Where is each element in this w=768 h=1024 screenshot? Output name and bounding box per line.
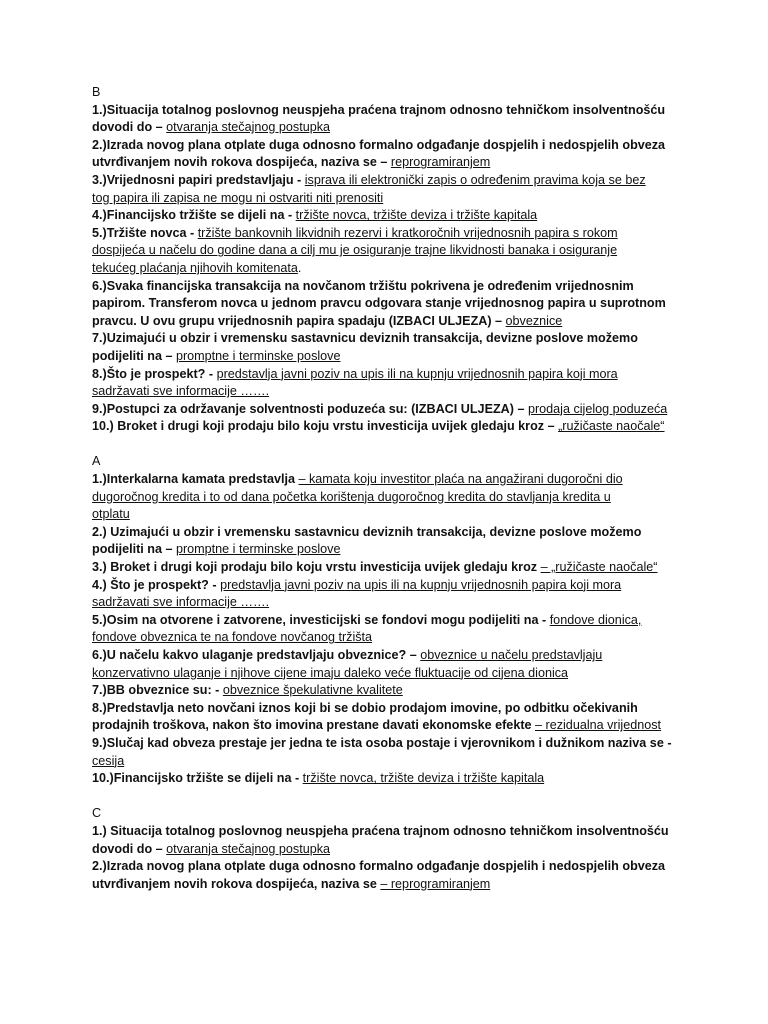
answer-text: konzervativno ulaganje i njihove cijene imaju daleko veće fluktuacije od cijena dionica [92, 665, 569, 680]
question-text: 9.)Slučaj kad obveza prestaje jer jedna te ista osoba postaje i vjerovnikom i dužnikom naziva se - [92, 735, 672, 750]
answer-text: dugoročnog kredita i to od dana početka korištenja dugoročnog kredita do stavljanja kredita u [92, 489, 611, 504]
question-b6 [92, 278, 682, 331]
section-label: C [92, 806, 102, 821]
question-text: 1.)Interkalarna kamata predstavlja [92, 472, 299, 487]
answer-text: prodaja cijelog poduzeća [527, 401, 668, 416]
question-a2 [92, 524, 682, 559]
answer-text: dospijeća u načelu do godine dana a cilj mu je osiguranje trajne likvidnosti banaka i osiguranje [92, 243, 618, 258]
question-b10 [92, 418, 682, 436]
answer-text: sadržavati sve informacije ……. [92, 384, 270, 399]
punctuation: . [297, 260, 302, 275]
answer-text: fondove obveznica te na fondove novčanog tržišta [92, 630, 373, 645]
question-b1 [92, 102, 682, 137]
question-a9 [92, 735, 682, 770]
section-gap [92, 788, 682, 806]
answer-text: obveznice [505, 313, 563, 328]
question-text: 7.)BB obveznice su: - [92, 683, 223, 698]
section-b [92, 84, 682, 436]
answer-text: tržište novca, tržište deviza i tržište kapitala [295, 208, 538, 223]
question-text: podijeliti na – [92, 542, 176, 557]
question-text: 3.)Vrijednosni papiri predstavljaju - [92, 172, 305, 187]
question-text: 8.)Predstavlja neto novčani iznos koji bi se dobio prodajom imovine, po odbitku očekivanih [92, 700, 638, 715]
question-text: 4.) Što je prospekt? - [92, 577, 221, 592]
question-b7 [92, 330, 682, 365]
question-text: 3.) Broket i drugi koji prodaju bilo koju vrstu investicija uvijek gledaju kroz [92, 560, 541, 575]
question-text: papirom. Transferom novca u jednom pravcu odgovara stanje vrijednosnog papira u suprotnom [92, 296, 666, 311]
document-page [92, 84, 682, 893]
answer-text: obveznice u načelu predstavljaju [420, 648, 603, 662]
answer-text: obveznice špekulativne kvalitete [222, 683, 403, 698]
question-b5 [92, 225, 682, 278]
question-b4 [92, 207, 682, 225]
question-text: 2.)Izrada novog plana otplate duga odnosno formalno odgađanje dospjelih i nedospjelih obveza [92, 137, 666, 152]
question-text: utvrđivanjem novih rokova dospijeća, naziva se [92, 876, 381, 891]
question-text: 10.) Broket i drugi koji prodaju bilo koju vrstu investicija uvijek gledaju kroz – [92, 419, 559, 434]
question-b2 [92, 137, 682, 172]
answer-text: promptne i terminske poslove [175, 348, 341, 363]
answer-text: reprogramiranjem [390, 155, 491, 170]
question-b9 [92, 401, 682, 419]
question-a3 [92, 559, 682, 577]
question-a6 [92, 647, 682, 682]
answer-text: cesija [92, 753, 125, 768]
answer-text: sadržavati sve informacije ……. [92, 595, 270, 610]
section-a [92, 453, 682, 787]
answer-text: tržište bankovnih likvidnih rezervi i kratkoročnih vrijednosnih papira s rokom [197, 225, 618, 240]
question-text: 2.)Izrada novog plana otplate duga odnosno formalno odgađanje dospjelih i nedospjelih obveza [92, 859, 666, 874]
section-c [92, 805, 682, 893]
answer-text: otvaranja stečajnog postupka [166, 120, 331, 135]
question-text: dovodi do – [92, 120, 167, 135]
question-text: 10.)Financijsko tržište se dijeli na - [92, 771, 303, 786]
question-a1 [92, 471, 682, 524]
question-a8 [92, 700, 682, 735]
question-c2 [92, 858, 682, 893]
question-text: 5.)Osim na otvorene i zatvorene, investicijski se fondovi mogu podijeliti na - [92, 612, 550, 627]
section-label: B [92, 85, 101, 99]
answer-text: – „ružičaste naočale“ [540, 560, 658, 575]
question-text: 2.) Uzimajući u obzir i vremensku sastavnicu deviznih transakcija, devizne poslove možemo [92, 524, 642, 539]
question-a7 [92, 682, 682, 700]
answer-text: promptne i terminske poslove [175, 542, 341, 557]
question-text: 6.)Svaka financijska transakcija na novčanom tržištu pokrivena je određenim vrijednosnim [92, 278, 634, 293]
answer-text: fondove dionica, [549, 612, 642, 627]
question-text: 4.)Financijsko tržište se dijeli na - [92, 208, 296, 223]
question-text: prodajnih troškova, nakon što imovina prestane davati ekonomske efekte [92, 718, 536, 733]
question-text: 5.)Tržište novca - [92, 225, 198, 240]
question-c1 [92, 823, 682, 858]
section-gap [92, 436, 682, 454]
answer-text: – reprogramiranjem [380, 876, 491, 891]
answer-text: tekućeg plaćanja njihovih komitenata [92, 260, 298, 275]
answer-text: predstavlja javni poziv na upis ili na kupnju vrijednosnih papira koji mora [220, 577, 622, 592]
question-text: 1.)Situacija totalnog poslovnog neuspjeha praćena trajnom odnosno tehničkom insolventnošću [92, 102, 666, 117]
question-text: utvrđivanjem novih rokova dospijeća, naziva se – [92, 155, 391, 170]
answer-text: otplatu [92, 507, 130, 522]
answer-text: isprava ili elektronički zapis o određenim pravima koja se bez [304, 172, 646, 187]
answer-text: – rezidualna vrijednost [535, 718, 662, 733]
answer-text: otvaranja stečajnog postupka [166, 841, 331, 856]
question-text: 1.) Situacija totalnog poslovnog neuspjeha praćena trajnom odnosno tehničkom insolventnošću [92, 823, 669, 838]
answer-text: tog papira ili zapisa ne mogu ni ostvariti niti prenositi [92, 190, 384, 205]
question-text: 9.)Postupci za održavanje solventnosti poduzeća su: (IZBACI ULJEZA) – [92, 401, 528, 416]
question-text: pravcu. U ovu grupu vrijednosnih papira spadaju (IZBACI ULJEZA) – [92, 313, 506, 328]
section-label: A [92, 454, 101, 469]
question-a10 [92, 770, 682, 788]
question-b3 [92, 172, 682, 207]
question-text: podijeliti na – [92, 348, 176, 363]
question-a4 [92, 577, 682, 612]
answer-text: tržište novca, tržište deviza i tržište kapitala [302, 771, 545, 786]
question-b8 [92, 366, 682, 401]
question-text: 6.)U načelu kakvo ulaganje predstavljaju obveznice? – [92, 648, 421, 662]
answer-text: – kamata koju investitor plaća na angažirani dugoročni dio [298, 472, 623, 487]
question-text: dovodi do – [92, 841, 167, 856]
question-text: 7.)Uzimajući u obzir i vremensku sastavnicu deviznih transakcija, devizne poslove možemo [92, 331, 638, 346]
answer-text: „ružičaste naočale“ [558, 419, 665, 434]
question-text: 8.)Što je prospekt? - [92, 366, 217, 381]
question-a5 [92, 612, 682, 647]
answer-text: predstavlja javni poziv na upis ili na kupnju vrijednosnih papira koji mora [216, 366, 618, 381]
